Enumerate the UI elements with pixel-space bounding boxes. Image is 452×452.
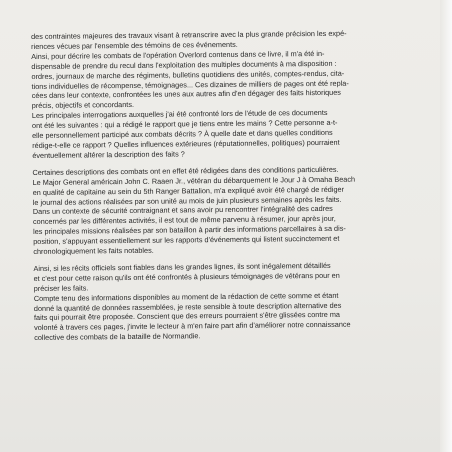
text-line: dispensable de prendre du recul dans l'exploitation des multiples documents à ma disposition : (31, 58, 337, 71)
text-line: le journal des actions réalisées par son unité au mois de juin plusieurs semaines après les faits. (32, 194, 342, 207)
text-line: ordres, journaux de marche des régiments, bulletins quotidiens des unités, comptes-rendus, cita- (31, 68, 345, 81)
text-line: préciser les faits. (33, 283, 89, 293)
text-line: concernés par les différentes activités, il est tout de même parvenu à résumer, jour après jour, (32, 214, 336, 227)
text-line: en qualité de capitaine au sein du 5th Ranger Battalion, m'a expliqué avoir été chargé de rédiger (32, 184, 345, 197)
text-line: éventuellement altérer la description des faits ? (32, 149, 185, 160)
paragraph-3 (32, 107, 432, 161)
text-line: Le Major General américain John C. Raaen Jr., vétéran du débarquement le Jour J à Omaha Beach (32, 174, 356, 187)
text-line: des contraintes majeures des travaux visant à retranscrire avec la plus grande précision les expé- (31, 28, 347, 41)
text-line: Compte tenu des informations disponibles au moment de la rédaction de cette somme et étant (33, 290, 339, 303)
text-line: chronologiquement les faits notables. (33, 245, 154, 257)
text-line: les principales missions réalisées par son bataillon à partir des informations parcellaires à sa dis- (33, 223, 346, 237)
paragraph-5 (33, 260, 433, 294)
text-line: Les principales interrogations auxquelles j'ai été confronté lors de l'étude de ces documents (31, 108, 328, 121)
text-line: ont été les suivantes : qui a rédigé le rapport que je tiens entre les mains ? Cette personne a-t- (31, 117, 338, 131)
text-line: cées dans leur contexte, confrontées les unes aux autres afin d'en dégager des faits historiques (31, 88, 341, 101)
text-line: volonté à travers ces pages, j'invite le lecteur à m'en faire part afin d'améliorer notre connaissance (34, 320, 351, 333)
text-line: rédige-t-elle ce rapport ? Quelles influences extérieures (réputationnelles, politiques) pourraient (32, 137, 340, 150)
page-edge (440, 0, 452, 452)
text-line: précis, objectifs et concordants. (31, 100, 135, 111)
paragraph-4 (32, 164, 433, 257)
text-line: riences vécues par l'ensemble des témoins de ces événements. (31, 39, 238, 51)
text-line: donné la quantité de données rassemblées, je reste sensible à toute description alternative des (33, 300, 342, 313)
text-line: Certaines descriptions des combats ont en effet été rédigées dans des conditions particulières. (32, 164, 339, 177)
text-line: Ainsi, si les récits officiels sont fiables dans les grandes lignes, ils sont inégalement détaillés (33, 260, 331, 273)
paragraph-6 (34, 289, 434, 343)
text-line: position, s'appuyant essentiellement sur les rapports d'événements qui listent succinctement et (33, 233, 340, 247)
body-text (31, 28, 434, 343)
text-line: Ainsi, pour décrire les combats de l'opération Overlord contenus dans ce livre, il m'a été in- (31, 48, 325, 61)
text-line: Dans un contexte de sécurité contraignant et sans avoir pu rencontrer l'intégralité des cadres (32, 204, 333, 217)
text-line: collective des combats de la bataille de Normandie. (34, 331, 201, 343)
text-line: faits qui pourrait être proposée. Conscient que des erreurs pourraient s'être glissées contre ma (33, 310, 341, 323)
text-line: tions individuelles de récompense, témoignages... Ces dizaines de milliers de pages ont été repla- (31, 78, 349, 91)
paragraph-2 (31, 48, 432, 112)
text-line: elle personnellement participé aux combats décrits ? À quelle date et dans quelles conditions (32, 127, 333, 141)
text-line: et c'est pour cette raison qu'ils ont été confrontés à plusieurs témoignages de vétérans pour en (33, 270, 340, 283)
